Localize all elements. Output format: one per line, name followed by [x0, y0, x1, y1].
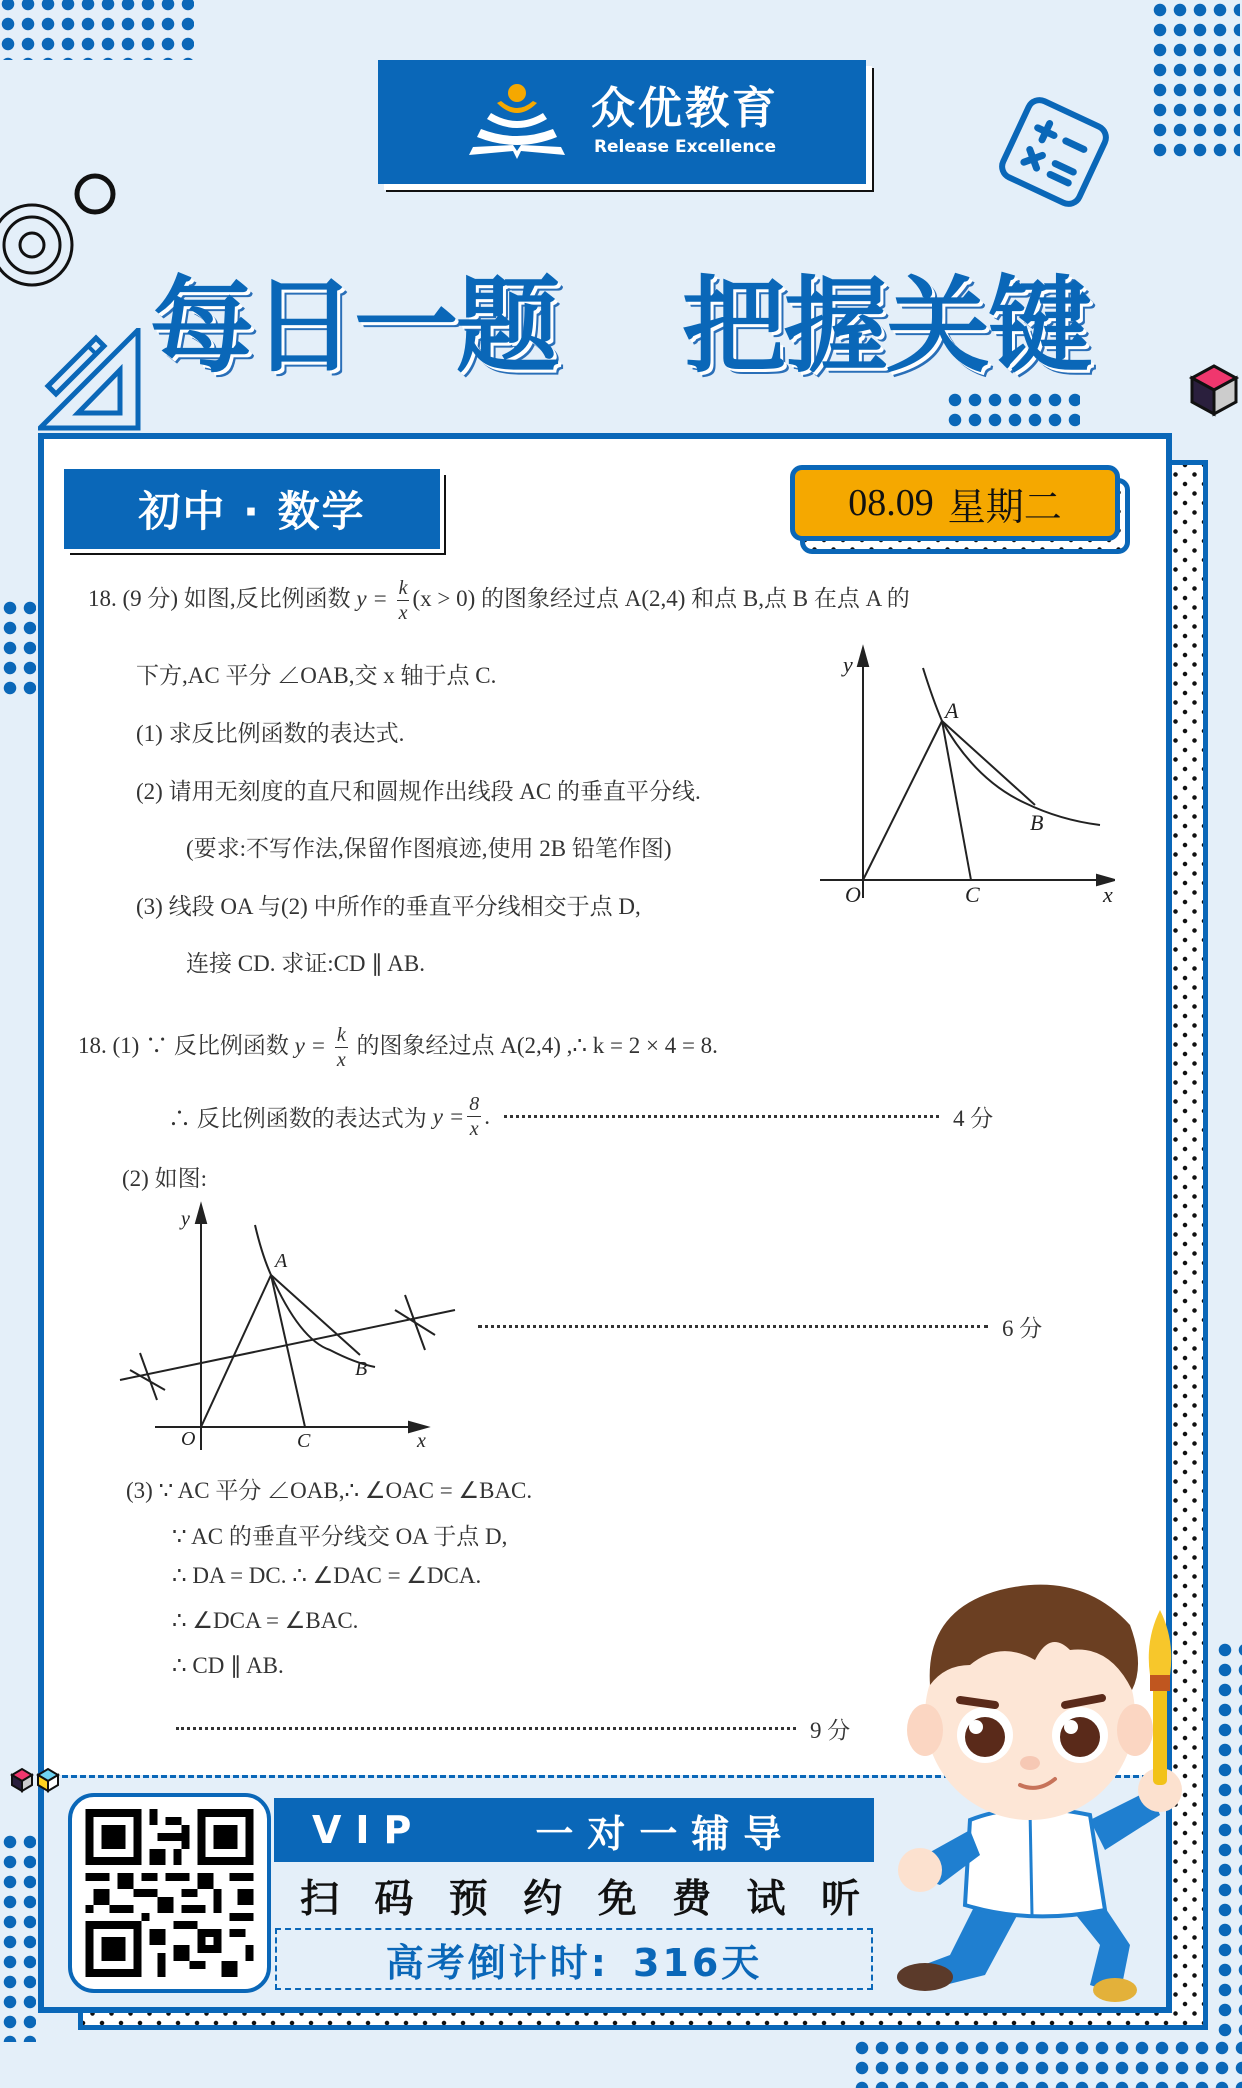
dot-pattern-left-mid	[0, 598, 36, 698]
fraction-8-over-x: $\frac{8}{x}$	[469, 1093, 480, 1140]
date-value: 08.09	[848, 482, 934, 524]
small-cubes-icon	[8, 1765, 64, 1795]
mascot-boy-illustration	[870, 1565, 1210, 2005]
logo-book-icon	[465, 81, 569, 163]
solution-p3-line-1: (3) ∵ AC 平分 ∠OAB,∴ ∠OAC = ∠BAC.	[126, 1478, 533, 1503]
subject-tag: 初中 · 数学	[64, 469, 440, 549]
dot-pattern-top-left	[0, 0, 194, 60]
solution-p3-line-2: ∵ AC 的垂直平分线交 OA 于点 D,	[172, 1524, 508, 1549]
question-part-3: (3) 线段 OA 与(2) 中所作的垂直平分线相交于点 D,	[136, 894, 641, 919]
solution-part-2: (2) 如图:	[122, 1166, 207, 1191]
qr-code[interactable]	[68, 1793, 271, 1993]
solution-part-2-score	[478, 1310, 1042, 1343]
question-part-2-note: (要求:不写作法,保留作图痕迹,使用 2B 铅笔作图)	[186, 836, 672, 861]
dot-pattern-headline	[945, 390, 1080, 430]
score-4: 4 分	[952, 1106, 994, 1131]
question-figure	[815, 640, 1115, 910]
brand-logo	[378, 60, 866, 184]
countdown-value: 316天	[632, 1940, 763, 1985]
question-part-3-b: 连接 CD. 求证:CD ∥ AB.	[186, 951, 425, 976]
svg-text:A: A	[275, 1250, 288, 1272]
ruler-pencil-icon	[38, 328, 148, 438]
tutoring-label: 一对一辅导	[535, 1811, 796, 1856]
headline-part2: 把握关键	[681, 265, 1090, 387]
countdown-label: 高考倒计时:	[385, 1940, 609, 1985]
svg-text:B: B	[355, 1358, 368, 1380]
svg-text:B: B	[1030, 810, 1044, 835]
vip-label: VIP	[312, 1808, 426, 1852]
dot-pattern-right-edge	[1215, 1640, 1242, 2040]
fraction-k-over-x: $\frac{k}{x}$	[336, 1024, 346, 1071]
solution-line-1: 18. (1) ∵ 反比例函数 y = $\frac{k}{x}$ 的图象经过点 A(2,4) ,∴ k = 2 × 4 = 8.	[78, 1024, 718, 1071]
svg-text:O: O	[181, 1428, 196, 1450]
solution-p3-line-4: ∴ ∠DCA = ∠BAC.	[172, 1608, 359, 1633]
svg-text:x: x	[417, 1430, 426, 1452]
solution-final-score	[176, 1712, 850, 1745]
svg-text:A: A	[945, 698, 959, 723]
brand-name-cn: 众优教育	[591, 83, 779, 134]
date-tag	[790, 465, 1120, 541]
svg-text:C: C	[297, 1430, 311, 1452]
question-line-1: 18. (9 分) 如图,反比例函数 y = $\frac{k}{x}$ (x > 0) 的图象经过点 A(2,4) 和点 B,点 B 在点 A 的	[88, 577, 910, 624]
cube-icon	[1188, 360, 1242, 420]
solution-p3-line-3: ∴ DA = DC. ∴ ∠DAC = ∠DCA.	[172, 1563, 482, 1588]
solution-p3-line-5: ∴ CD ∥ AB.	[172, 1653, 284, 1678]
svg-text:y: y	[181, 1208, 190, 1230]
score-9: 9 分	[810, 1718, 851, 1743]
brand-name-en: Release Excellence	[593, 137, 777, 157]
score-6: 6 分	[1002, 1316, 1043, 1341]
vip-banner[interactable]	[274, 1798, 874, 1862]
dot-pattern-top-right	[1150, 0, 1240, 160]
question-line-2: 下方,AC 平分 ∠OAB,交 x 轴于点 C.	[136, 663, 497, 688]
fraction-k-over-x: $\frac{k}{x}$	[398, 577, 408, 624]
svg-text:O: O	[845, 882, 861, 907]
dot-pattern-left-bottom	[0, 1832, 36, 2042]
question-part-1: (1) 求反比例函数的表达式.	[136, 721, 405, 746]
dotted-leader	[478, 1325, 988, 1328]
scan-to-book-text: 扫 码 预 约 免 费 试 听	[300, 1877, 860, 1922]
svg-text:x: x	[1103, 882, 1113, 907]
calculator-icon	[994, 92, 1114, 212]
svg-text:y: y	[843, 652, 853, 677]
question-part-2: (2) 请用无刻度的直尺和圆规作出线段 AC 的垂直平分线.	[136, 779, 701, 804]
headline	[150, 252, 1090, 387]
concentric-circles-icon	[0, 170, 130, 310]
dot-pattern-bottom-right	[852, 2038, 1242, 2088]
qr-code-icon	[84, 1809, 255, 1977]
dotted-leader	[176, 1727, 796, 1730]
dotted-leader	[504, 1115, 939, 1118]
headline-part1: 每日一题	[150, 265, 559, 387]
svg-text:C: C	[965, 882, 980, 907]
solution-line-2: ∴ 反比例函数的表达式为 y = $\frac{8}{x}$ . 4 分	[168, 1093, 994, 1140]
weekday-value: 星期二	[947, 486, 1062, 529]
exam-countdown	[275, 1928, 873, 1990]
solution-figure	[115, 1195, 465, 1455]
